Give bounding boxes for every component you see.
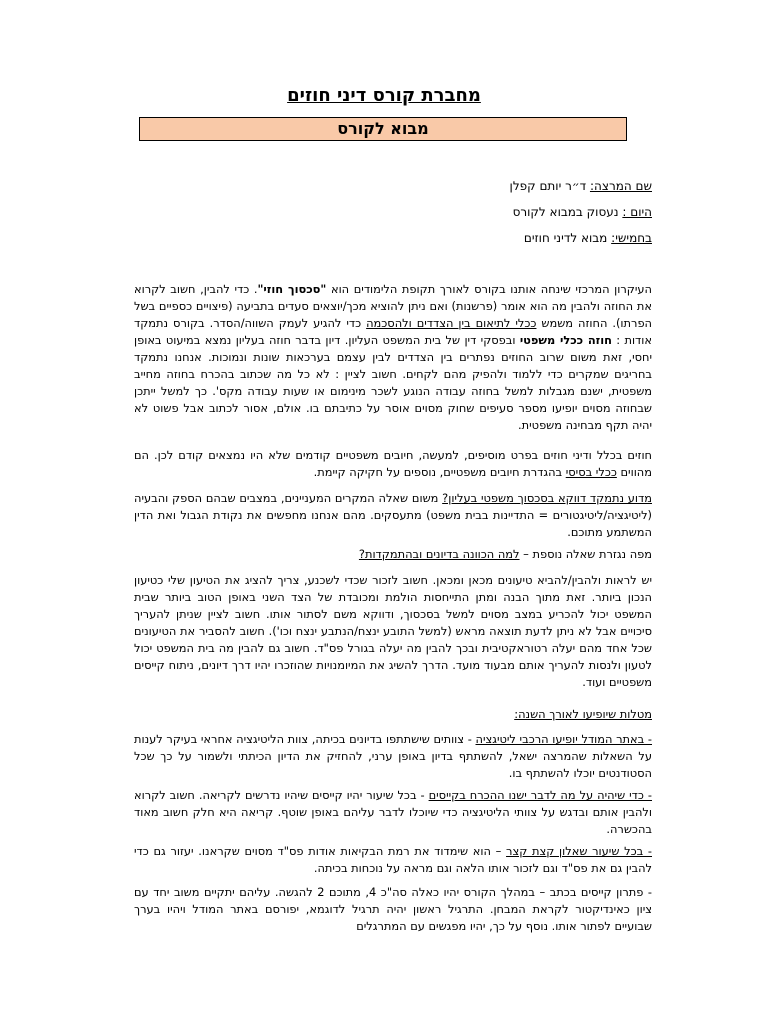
paragraph-further-question — [134, 546, 652, 563]
underlined-phrase: - כדי שיהיה על מה לדבר ישנו ההכרח בקייסים — [428, 788, 652, 802]
text-run: משום שאלה המקרים המעניינים, במצבים שבהם הספק והבעיה (ליטיגציה/ליטיגטורים = התדיינות בבית משפט) מתעסקים. מהם אנחנו מחפשים את נקודת הגבול ואת הדין המשתמע מתוכם. — [134, 491, 652, 539]
text-run: – הוא שימדוד את רמת הבקיאות אודות פס"ד מסוים שקראנו. יעזור גם כדי להבין גם את פס"ד וגם לזכור אותו הלאה וגם מראה על נוכחות בכיתה. — [134, 844, 652, 875]
assignment-cases — [134, 787, 652, 838]
underlined-question: למה הכוונה בדיונים ובהתמקדות? — [358, 547, 520, 561]
text-run: בהגדרת חיובים משפטיים, נוספים על חקיקה קיימת. — [313, 465, 566, 479]
lecturer-line — [510, 178, 652, 194]
text-run: העיקרון המרכזי שינחה אותנו בקורס לאורך תקופת הלימודים הוא — [326, 282, 652, 296]
assignment-written-cases — [134, 884, 652, 935]
text-run: מפה נגזרת שאלה נוספת – — [519, 547, 652, 561]
term-legal-tool: חוזה ככלי משפטי — [519, 333, 612, 347]
lecturer-label: שם המרצה: — [589, 179, 652, 193]
underlined-phrase: ככלי לתיאום בין הצדדים ולהסכמה — [366, 316, 537, 330]
thursday-label: בחמישי: — [611, 231, 652, 245]
assignments-heading — [134, 706, 652, 723]
assignment-litigation — [134, 731, 652, 782]
paragraph-intro — [134, 281, 652, 434]
assignment-quiz — [134, 843, 652, 877]
text-run: - פתרון קייסים בכתב – במהלך הקורס יהיו כאלה סה"כ 4, מתוכם 2 להגשה. עליהם יתקיים משוב יחד עם ציון כאינדיקטור לקראת המבחן. התרגיל ראשון יהיה תרגיל לדוגמא, יפורסם באתר המודל ויהיו בערך שבועיים לפתור אותו. נוסף על כך, יהיו מפגשים עם המתרגלים — [134, 885, 652, 933]
today-value: נעסוק במבוא לקורס — [512, 205, 623, 219]
section-banner: מבוא לקורס — [139, 117, 627, 141]
document-title: מחברת קורס דיני חוזים — [287, 85, 481, 106]
underlined-phrase: - באתר המודל יופיעו הרכבי ליטיגציה — [475, 732, 652, 746]
today-line — [513, 204, 652, 220]
underlined-phrase: - בכל שיעור שאלון קצת קצר — [506, 844, 652, 858]
text-run: - צוותים שישתתפו בדיונים בכיתה, צוות הליטיגציה אחראי בעיקר לענות על השאלות שהמרצה ישאל, להשתתף בדיון באופן ערני, להחזיק את הדיון הכיתתי ולשמור על כך שכל הסטודנטים יוכלו להשתתף בו. — [134, 732, 652, 780]
thursday-line — [524, 230, 652, 246]
text-run: . כדי להבין, חשוב לקרוא את החוזה ולהבין מה הוא אומר (פרשנות) ואם ניתן להוציא מכך/יוצאים סעדים בתביעה (פיצויים כספיים בשל הפרתו). החוזה משמש — [134, 282, 652, 330]
lecturer-value: ד״ר יותם קפלן — [509, 179, 590, 193]
paragraph-why-supreme — [134, 490, 652, 541]
text-run: חוזים בכלל ודיני חוזים בפרט מוסיפים, למעשה, חיובים משפטיים קודמים שלא היו נמצאים קודם לכן. הם מהווים — [134, 448, 652, 479]
underlined-phrase: ככלי בסיסי — [565, 465, 617, 479]
text-run: - בכל שיעור יהיו קייסים שיהיו נדרשים לקריאה. חשוב לקרוא ולהבין אותם ובדגש על צוותי הליטיגציה כדי שיוכלו לדבר עליהם באופן שוטף. קריאה היא חלק חשוב מאוד בהכשרה. — [134, 788, 652, 836]
paragraph-arguments — [134, 572, 652, 691]
term-contract-dispute: "סכסוך חוזי" — [257, 282, 327, 296]
underlined-question: מדוע נתמקד דווקא בסכסוך משפטי בעליון? — [442, 491, 652, 505]
section-heading: מטלות שיופיעו לאורך השנה: — [514, 707, 652, 721]
text-run: יש לראות ולהבין/להביא טיעונים מכאן ומכאן. חשוב לזכור שכדי לשכנע, צריך להציג את הטיעון שלי כטיעון הנכון ביותר. זאת מתוך הבנה ומתן התייחסות הולמת ומכובדת של הצד השני באופן הטוב ביותר שבית המשפט יכול להכריע במצב מסוים למשל בסכסוך, ודווקא משם לסתור אותו. חשוב לציין שניתן להעריך סיכויים אבל לא ניתן לדעת תוצאה מראש (למשל התובע ינצח/הנתבע ינצח וכו'). חשוב להסביר את הטיעונים שכל אחד מהם יעלה רטוראקטיבית ובכך להבין מה יעלה בגורל פס"ד. חשוב גם להבין מה בית המשפט יכול לטעון ולנסות להעריך אותם מבעוד מועד. הדרך להשיג את המיומנויות שהוזכרו יהיו דרך דיונים, ניתוח קייסים משפטיים ועוד. — [134, 573, 652, 689]
thursday-value: מבוא לדיני חוזים — [523, 231, 612, 245]
text-run: כדי להגיע לעמק השווה/הסדר. בקורס נתמקד אודות : — [134, 316, 652, 347]
today-label: היום : — [622, 205, 652, 219]
text-run: ובפסקי דין של בית המשפט העליון. דיון בדבר חוזה בעליון נמצא במיעוט באופן יחסי, זאת משום שרוב החוזים נפתרים בין הצדדים לבין עצמם בערכאות שונות ונמוכות. אנחנו נתמקד בחריגים שמקרים כדי ללמוד ולהפיק מהם לקחים. חשוב לציין : לא כל מה שכתוב בהכרח בחוזה מחייב משפטית, ישנם מגבלות למשל בחוזה עבודה הנוגע לשכר מינימום או שעות עבודה מקס'. כך למשל ייתכן שבחוזה מסוים יופיעו מספר סעיפים שחוק מסוים אוסר על כתיבתם בו. אולם, אסור לכתוב אבל פשוט לא יהיה תקף מבחינה משפטית. — [134, 333, 652, 432]
paragraph-obligations — [134, 447, 652, 481]
